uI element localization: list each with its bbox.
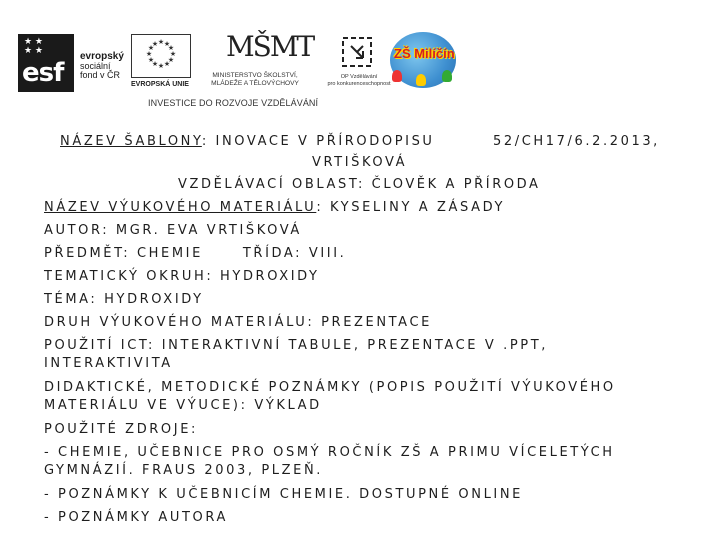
msmt-mark: MŠMT — [226, 30, 314, 63]
author-short: VRTIŠKOVÁ — [312, 155, 408, 170]
child-icon — [416, 74, 426, 86]
zdroj-2: - POZNÁMKY K UČEBNICÍM CHEMIE. DOSTUPNÉ ONLINE — [44, 487, 523, 502]
stars-icon: ★ ★ ★ ★ — [24, 37, 43, 56]
svg-text:★: ★ — [157, 38, 165, 46]
op-mark-icon — [337, 32, 377, 70]
esf-caption-line1: evropský — [80, 51, 124, 62]
eu-flag-icon — [131, 34, 191, 78]
msmt-logo — [196, 30, 314, 90]
child-icon — [442, 70, 452, 82]
eu-logo — [131, 34, 189, 96]
predmet: PŘEDMĚT: CHEMIE — [44, 246, 203, 261]
material-value: : KYSELINY A ZÁSADY — [316, 200, 506, 215]
svg-text:★: ★ — [147, 44, 155, 52]
autor-line: AUTOR: MGR. EVA VRTIŠKOVÁ — [44, 223, 302, 238]
eu-caption: EVROPSKÁ UNIE — [131, 81, 189, 88]
op-logo — [327, 32, 391, 94]
zdroj-3: - POZNÁMKY AUTORA — [44, 510, 228, 525]
svg-text:★: ★ — [163, 40, 171, 48]
msmt-caption-line1: MINISTERSTVO ŠKOLSTVÍ, — [212, 72, 298, 79]
sablony-label: NÁZEV ŠABLONY — [60, 134, 202, 149]
tema-line: TÉMA: HYDROXIDY — [44, 292, 204, 307]
didakt-line-1: DIDAKTICKÉ, METODICKÉ POZNÁMKY (POPIS POUŽITÍ VÝUKOVÉHO — [44, 380, 616, 395]
predmet-line — [44, 246, 684, 262]
svg-text:★: ★ — [147, 56, 155, 64]
druh-line: DRUH VÝUKOVÉHO MATERIÁLU: PREZENTACE — [44, 315, 432, 330]
sablony-value: : INOVACE V PŘÍRODOPISU — [201, 134, 435, 149]
school-name: ZŠ Milíčín — [394, 46, 455, 61]
school-logo — [386, 30, 460, 90]
svg-text:★: ★ — [145, 50, 153, 58]
svg-text:★: ★ — [163, 60, 171, 68]
svg-text:★: ★ — [151, 60, 159, 68]
okruh-line: TEMATICKÝ OKRUH: HYDROXIDY — [44, 269, 320, 284]
oblast-line: VZDĚLÁVACÍ OBLAST: ČLOVĚK A PŘÍRODA — [178, 177, 541, 192]
material-line — [44, 200, 684, 216]
invest-caption: INVESTICE DO ROZVOJE VZDĚLÁVÁNÍ — [148, 98, 319, 108]
zdroj-1-line-1: - CHEMIE, UČEBNICE PRO OSMÝ ROČNÍK ZŠ A PRIMU VÍCELETÝCH — [44, 445, 615, 460]
esf-caption-line2: sociální — [80, 60, 111, 71]
ict-line-2: INTERAKTIVITA — [44, 356, 173, 371]
ict-line-1: POUŽITÍ ICT: INTERAKTIVNÍ TABULE, PREZENTACE V .PPT, — [44, 338, 548, 353]
svg-text:★: ★ — [167, 44, 175, 52]
svg-text:★: ★ — [157, 62, 165, 70]
child-icon — [392, 70, 402, 82]
esf-mark — [18, 34, 74, 92]
op-caption — [327, 74, 391, 87]
op-caption-line1: OP Vzdělávání — [340, 74, 378, 80]
logo-strip — [0, 0, 720, 115]
msmt-caption-line2: MLÁDEŽE A TĚLOVÝCHOVY — [211, 79, 299, 87]
material-label: NÁZEV VÝUKOVÉHO MATERIÁLU — [44, 200, 317, 215]
svg-text:★: ★ — [167, 56, 175, 64]
op-caption-line2: pro konkurenceschopnost — [327, 80, 391, 87]
esf-wordmark: esf — [22, 58, 64, 88]
didakt-line-2: MATERIÁLU VE VÝUCE): VÝKLAD — [44, 398, 322, 413]
msmt-caption — [196, 72, 314, 87]
zdroj-1-line-2: GYMNÁZIÍ. FRAUS 2003, PLZEŇ. — [44, 463, 324, 478]
esf-caption-line3: fond v ČR — [80, 70, 121, 80]
esf-logo — [18, 34, 130, 92]
document-code: 52/CH17/6.2.2013, — [493, 134, 660, 149]
trida: TŘÍDA: VIII. — [242, 246, 347, 261]
zdroje-heading: POUŽITÉ ZDROJE: — [44, 422, 198, 437]
svg-text:★: ★ — [151, 40, 159, 48]
svg-text:★: ★ — [169, 50, 177, 58]
esf-caption — [80, 52, 124, 81]
